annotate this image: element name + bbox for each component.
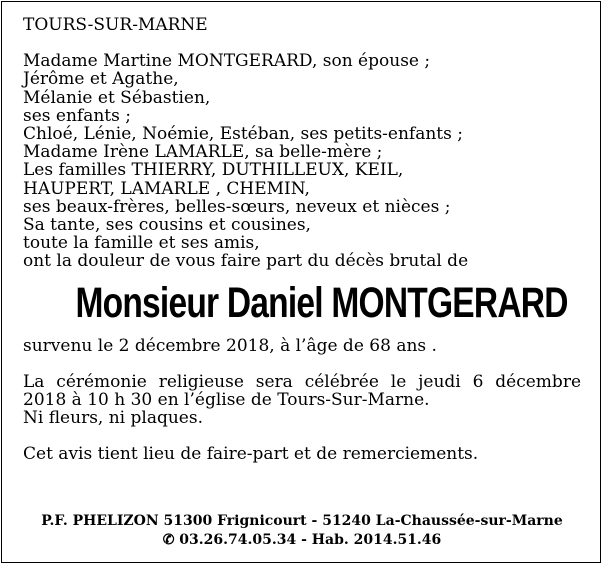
funeral-home-footer <box>0 512 604 550</box>
family-list <box>23 52 581 270</box>
family-line: Madame Martine MONTGERARD, son épouse ; <box>23 51 431 72</box>
family-line: Sa tante, ses cousins et cousines, <box>23 215 311 236</box>
funeral-home-address: P.F. PHELIZON 51300 Frignicourt - 51240 La-Chaussée-sur-Marne <box>41 513 563 529</box>
ceremony-line: La cérémonie religieuse sera célébrée le jeudi 6 décembre <box>23 371 581 392</box>
family-line: ses enfants ; <box>23 105 131 126</box>
ceremony-line: Ni fleurs, ni plaques. <box>23 408 203 429</box>
family-line: ont la douleur de vous faire part du décès brutal de <box>23 251 469 272</box>
funeral-home-phone: ✆ 03.26.74.05.34 - Hab. 2014.51.46 <box>162 532 442 548</box>
family-line: ses beaux-frères, belles-sœurs, neveux et nièces ; <box>23 196 451 217</box>
closing-text: Cet avis tient lieu de faire-part et de remerciements. <box>23 444 479 465</box>
ceremony-line: 2018 à 10 h 30 en l’église de Tours-Sur-Marne. <box>23 390 430 411</box>
obituary-notice <box>23 16 581 464</box>
deceased-name: Monsieur Daniel MONTGERARD <box>75 278 568 327</box>
family-line: toute la famille et ses amis, <box>23 233 260 254</box>
family-line: HAUPERT, LAMARLE , CHEMIN, <box>23 178 310 199</box>
family-line: Madame Irène LAMARLE, sa belle-mère ; <box>23 142 383 163</box>
town-heading: TOURS-SUR-MARNE <box>23 15 208 35</box>
family-line: Mélanie et Sébastien, <box>23 87 211 108</box>
family-line: Les familles THIERRY, DUTHILLEUX, KEIL, <box>23 160 404 181</box>
death-info: survenu le 2 décembre 2018, à l’âge de 68 ans . <box>23 335 437 356</box>
family-line: Jérôme et Agathe, <box>23 69 179 90</box>
family-line: Chloé, Lénie, Noémie, Estéban, ses petits-enfants ; <box>23 124 463 145</box>
ceremony-info <box>23 373 581 428</box>
